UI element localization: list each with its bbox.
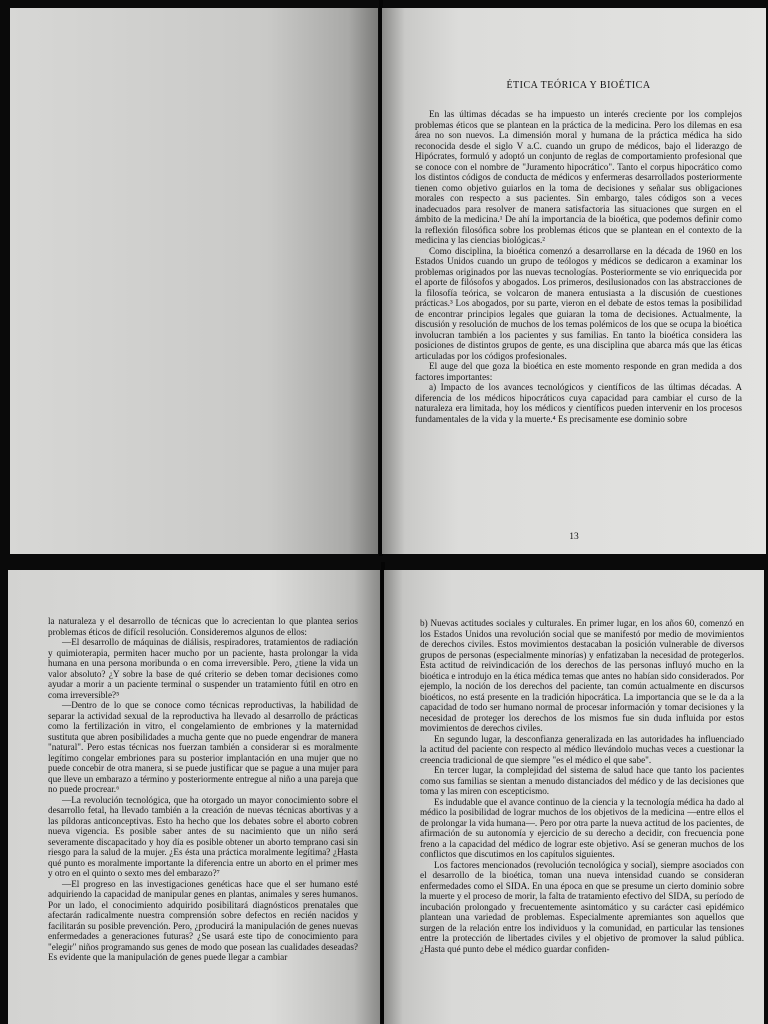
bottom-spread [0, 562, 768, 1024]
paragraph: la naturaleza y el desarrollo de técnicas que lo acrecientan lo que plantea serios problemas éticos de difícil resolución. Consideremos algunos de ellos: [48, 616, 358, 637]
paragraph: El auge del que goza la bioética en este momento responde en gran medida a dos factores importantes: [415, 361, 742, 382]
page-number: 13 [569, 532, 579, 542]
paragraph: En tercer lugar, la complejidad del sistema de salud hace que tanto los pacientes como sus familias se sientan a menudo distanciados del médico y de las decisiones que toma y las miren con escepticismo. [420, 765, 744, 796]
paragraph: a) Impacto de los avances tecnológicos y científicos de las últimas décadas. A diferencia de los médicos hipocráticos cuya capacidad para cambiar el curso de la naturaleza era limitada, hoy los médicos y científicos pueden intervenir en los procesos fundamentales de la vida y la muerte.⁴ Es precisamente ese dominio sobre [415, 382, 742, 424]
paragraph: —El desarrollo de máquinas de diálisis, respiradores, tratamientos de radiación y quimioterapia, permiten hacer mucho por un paciente, hasta prolongar la vida humana en una persona moribunda o en coma irreversible. Pero, ¿tiene la vida un valor absoluto? ¿Y sobre la base de qué criterio se deben tomar decisiones como ayudar a morir a un paciente terminal o suspender un tratamiento fútil en otro en coma irreversible?⁵ [48, 637, 358, 700]
page-13 [382, 8, 766, 554]
blank-left-page [10, 8, 378, 554]
paragraph: En las últimas décadas se ha impuesto un interés creciente por los complejos problemas éticos que se plantean en la práctica de la medicina. Pero los dilemas en esa área no son nuevos. La dimensión moral y humana de la práctica médica ha sido reconocida desde el siglo V a.C. cuando un grupo de médicos, bajo el liderazgo de Hipócrates, formuló y adoptó un conjunto de reglas de comportamiento profesional que se conoce con el nombre de "Juramento hipocrático". Tanto el corpus hipocrático como los distintos códigos de conducta de médicos y enfermeras desarrollados posteriormente tienen como objetivo guiarlos en la toma de decisiones y señalar sus obligaciones morales con respecto a sus pacientes. Sin embargo, tales códigos son a veces inadecuados para resolver de manera satisfactoria las situaciones que surgen en el ámbito de la medicina.¹ De ahí la importancia de la bioética, que podemos definir como la reflexión filosófica sobre los problemas éticos que se plantean en el contexto de la medicina y las ciencias biológicas.² [415, 109, 742, 245]
paragraph: Los factores mencionados (revolución tecnológica y social), siempre asociados con el desarrollo de la bioética, toman una nueva intensidad cuando se consideran enfermedades como el SIDA. En una época en que se presume un cierto dominio sobre la muerte y el proceso de morir, la falta de tratamiento efectivo del SIDA, su período de incubación prolongado y frecuentemente asintomático y su carácter casi epidémico plantean una variedad de problemas. Especialmente apremiantes son aquellos que surgen de la relación entre los individuos y la comunidad, en particular las tensiones entre la protección de libertades civiles y el objetivo de promover la salud pública. ¿Hasta qué punto debe el médico guardar confiden- [420, 859, 744, 954]
page-14-text [48, 616, 358, 963]
paragraph: —La revolución tecnológica, que ha otorgado un mayor conocimiento sobre el desarrollo fetal, ha llevado también a la creación de nuevas técnicas abortivas y a las píldoras anticonceptivas. Esto ha hecho que los debates sobre el aborto cobren nueva vigencia. Es posible saber antes de su nacimiento que un niño será severamente discapacitado y hoy día es posible obtener un aborto temprano casi sin riesgo para la salud de la mujer. ¿Es ésta una práctica moralmente legítima? ¿Hasta qué punto es moralmente importante la diferencia entre un aborto en el primer mes y otro en el quinto o sexto mes del embarazo?⁷ [48, 794, 358, 878]
paragraph: En segundo lugar, la desconfianza generalizada en las autoridades ha influenciado la actitud del paciente con respecto al médico llevándolo muchas veces a cuestionar la creencia tradicional de que siempre "es el médico el que sabe". [420, 733, 744, 765]
paragraph: —Dentro de lo que se conoce como técnicas reproductivas, la habilidad de separar la actividad sexual de la reproductiva ha llevado al desarrollo de prácticas como la fertilización in vitro, el congelamiento de embriones y la maternidad sustituta que abren posibilidades a mucha gente que no puede engendrar de manera "natural". Pero estas técnicas nos fuerzan también a considerar si es moralmente legítimo congelar embriones para su posterior implantación en una mujer que no puede concebir de otra manera, si se puede justificar que se pague a una mujer para que lleve un embarazo a término y posteriormente entregue al niño a una pareja que no puede procrear.⁶ [48, 700, 358, 794]
page-13-text [415, 109, 742, 424]
page-15 [384, 570, 764, 1024]
chapter-title: ÉTICA TEÓRICA Y BIOÉTICA [506, 80, 651, 91]
page-15-text [420, 618, 744, 954]
paragraph: b) Nuevas actitudes sociales y culturales. En primer lugar, en los años 60, comenzó en los Estados Unidos una revolución social que se manifestó por medio de movimientos de derechos civiles. Estos movimientos destacaban la posición vulnerable de diversos grupos de personas (especialmente minorías) y enfatizaban la necesidad de protegerlos. Esta actitud de reivindicación de los derechos de las personas influyó mucho en la bioética e introdujo en la ética médica temas que antes no habían sido considerados. Por ejemplo, la noción de los derechos del paciente, tan común actualmente en discursos bioéticos, no está presente en la tradición hipocrática. La importancia que se le da a la capacidad de todo ser humano normal de procesar información y tomar decisiones y la necesidad de proteger los derechos de los mismos fue sin duda influida por estos movimientos de derechos civiles. [420, 618, 744, 733]
paragraph: —El progreso en las investigaciones genéticas hace que el ser humano esté adquiriendo la capacidad de manipular genes en plantas, animales y seres humanos. Por un lado, el conocimiento adquirido posibilitará diagnósticos prenatales que afectarán radicalmente nuestra comprensión sobre defectos en recién nacidos y facilitarán su posible prevención. Pero, ¿producirá la manipulación de genes nuevas enfermedades a generaciones futuras? ¿Se usará este tipo de conocimiento para "elegir" niños programando sus genes de modo que posean las cualidades deseadas? Es evidente que la manipulación de genes puede llegar a cambiar [48, 878, 358, 962]
paragraph: Como disciplina, la bioética comenzó a desarrollarse en la década de 1960 en los Estados Unidos cuando un grupo de teólogos y médicos se dedicaron a examinar los problemas originados por las nuevas tecnologías. Posteriormente se vio enriquecida por el aporte de filósofos y abogados. Los primeros, desilusionados con las abstracciones de la filosofía teórica, se volcaron de manera entusiasta a la discusión de cuestiones prácticas.³ Los abogados, por su parte, vieron en el debate de estos temas la posibilidad de encontrar principios legales que guiaran la toma de decisiones. Actualmente, la discusión y resolución de muchos de los temas polémicos de los que se ocupa la bioética involucran también a los pacientes y sus familias. En tanto la bioética considera las posiciones de distintos grupos de gente, es una disciplina que abarca más que las éticas articuladas por los códigos profesionales. [415, 245, 742, 361]
page-14 [8, 570, 380, 1024]
paragraph: Es indudable que el avance continuo de la ciencia y la tecnología médica ha dado al médico la posibilidad de lograr muchos de los objetivos de la medicina —entre ellos el de prolongar la vida humana—. Pero por otra parte la nueva actitud de los pacientes, de afirmación de su autonomía y ejercicio de su derecho a decidir, con frecuencia pone freno a la capacidad del médico de lograr este objetivo. Así se generan muchos de los conflictos que discutimos en los capítulos siguientes. [420, 796, 744, 859]
